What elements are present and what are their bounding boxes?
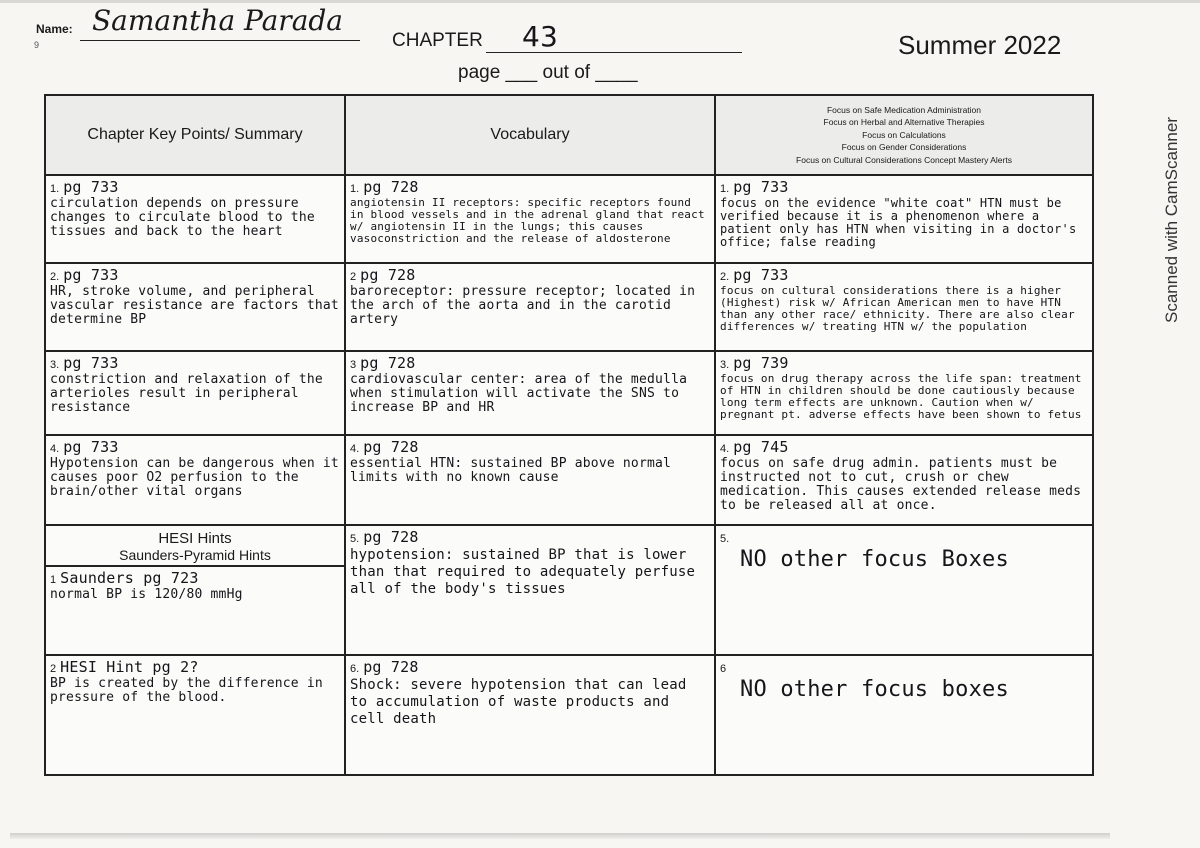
hesi-title: HESI Hints [158,530,232,547]
cell-number: 4. [720,443,730,455]
page-mark: 9 [34,40,40,50]
table-row [45,175,1093,263]
page-ref: pg 728 [363,658,419,676]
page-ref: pg 728 [363,438,419,456]
page-ref: HESI Hint pg 2? [60,658,199,676]
focus-cell [715,525,1093,655]
vocabulary-cell [345,435,715,525]
header-key-points [45,95,345,175]
focus-cell [715,655,1093,775]
page-ref: pg 728 [360,266,416,284]
key-point-cell [45,175,345,263]
key-point-cell [45,351,345,435]
header-vocabulary [345,95,715,175]
page-ref: Saunders pg 723 [60,569,199,587]
page-ref: pg 733 [733,178,789,196]
cell-number: 1. [50,183,60,195]
vocabulary-text: angiotensin II receptors: specific receptors found in blood vessels and in the adrenal gland that react w/ angiotensin II in the lungs; this causes vasoconstriction and the release of aldosterone [350,196,705,245]
page-ref: pg 733 [733,266,789,284]
page-ref: pg 733 [63,266,119,284]
cell-number: 5. [350,533,360,545]
vocabulary-cell [345,263,715,351]
page-ref: pg 733 [63,178,119,196]
focus-text: focus on safe drug admin. patients must be instructed not to cut, crush or chew medication. This causes extended release meds to be released all at once. [720,456,1082,513]
cell-number: 4. [50,443,60,455]
chapter-label: CHAPTER [392,30,483,51]
cell-number: 3. [720,359,730,371]
vocabulary-cell [345,351,715,435]
notes-table [44,94,1094,776]
page-ref: pg 728 [360,354,416,372]
student-name: Samantha Parada [92,4,344,37]
focus-header-line: Focus on Gender Considerations [841,142,967,153]
key-point-text: constriction and relaxation of the arterioles result in peripheral resistance [50,372,323,415]
chapter-number: 43 [522,20,559,53]
cell-number: 2. [720,271,730,283]
hesi-cell [45,655,345,775]
key-point-cell [45,263,345,351]
cell-number: 3 [350,359,357,371]
vocabulary-text: baroreceptor: pressure receptor; located in the arch of the aorta and in the carotid artery [350,284,696,327]
focus-text: focus on the evidence "white coat" HTN must be verified because it is a phenomenon where a patient only has HTN when visiting in a doctor's office; false reading [720,196,1077,249]
header-row [45,95,1093,175]
page-ref: pg 739 [733,354,789,372]
cell-number: 2. [50,271,60,283]
scanner-watermark [1160,90,1184,350]
focus-cell [715,351,1093,435]
vocabulary-text: hypotension: sustained BP that is lower than that required to adequately perfuse all of the body's tissues [350,547,696,597]
page-count-label: page ___ out of ____ [458,62,638,83]
focus-header-line: Focus on Herbal and Alternative Therapies [823,117,985,128]
table-row [45,351,1093,435]
saunders-title: Saunders-Pyramid Hints [46,547,344,567]
vocabulary-cell [345,525,715,655]
cell-number: 1 [50,574,57,586]
page-ref: pg 733 [63,438,119,456]
hesi-text: normal BP is 120/80 mmHg [50,587,243,602]
vocabulary-text: essential HTN: sustained BP above normal limits with no known cause [350,456,672,485]
cell-number: 2 [350,271,357,283]
page-ref: pg 728 [363,528,419,546]
page-edge [10,833,1110,839]
page-ref: pg 733 [63,354,119,372]
cell-number: 5. [720,533,730,545]
key-point-text: circulation depends on pressure changes to circulate blood to the tissues and back to the heart [50,196,315,239]
focus-header-line: Focus on Cultural Considerations Concept Mastery Alerts [796,154,1012,165]
focus-header-line: Focus on Calculations [862,129,946,140]
header-key-points-text: Chapter Key Points/ Summary [87,126,303,143]
hesi-text: BP is created by the difference in pressure of the blood. [50,676,323,705]
vocabulary-cell [345,655,715,775]
table-row [45,525,1093,655]
focus-cell [715,263,1093,351]
key-point-cell [45,435,345,525]
focus-header-line: Focus on Safe Medication Administration [826,104,982,115]
focus-cell [715,175,1093,263]
focus-text: NO other focus boxes [740,677,1009,702]
header-vocabulary-text: Vocabulary [490,126,570,143]
term-label: Summer 2022 [898,30,1062,60]
vocabulary-text: Shock: severe hypotension that can lead to accumulation of waste products and cell death [350,677,687,727]
cell-number: 2 [50,663,57,675]
table-row [45,655,1093,775]
page-ref: pg 745 [733,438,789,456]
cell-number: 4. [350,443,360,455]
vocabulary-cell [345,175,715,263]
cell-number: 6. [350,663,360,675]
cell-number: 1. [350,183,360,195]
focus-text: NO other focus Boxes [740,547,1009,572]
chapter-underline [486,52,742,53]
page-ref: pg 728 [363,178,419,196]
focus-cell [715,435,1093,525]
key-point-text: HR, stroke volume, and peripheral vascular resistance are factors that determine BP [50,284,339,327]
name-underline [80,40,360,41]
worksheet-header [0,0,1200,100]
hesi-cell [45,525,345,655]
cell-number: 1. [720,183,730,195]
name-label: Name: [36,22,73,36]
header-focus [715,95,1093,175]
focus-text: focus on drug therapy across the life span: treatment of HTN in children should be done cautiously because long term effects are unknown. Caution when w/ pregnant pt. adverse effects have been shown to fetus [720,372,1082,421]
table-row [45,435,1093,525]
key-point-text: Hypotension can be dangerous when it causes poor O2 perfusion to the brain/other vital organs [50,456,339,499]
vocabulary-text: cardiovascular center: area of the medulla when stimulation will activate the SNS to increase BP and HR [350,372,688,415]
cell-number: 6 [720,663,727,675]
scanner-watermark-text: Scanned with CamScanner [1162,116,1181,324]
table-row [45,263,1093,351]
cell-number: 3. [50,359,60,371]
focus-text: focus on cultural considerations there is a higher (Highest) risk w/ African American men to have HTN than any other race/ ethnicity. There are also clear differences w/ treating HTN w/ the population [720,284,1075,333]
